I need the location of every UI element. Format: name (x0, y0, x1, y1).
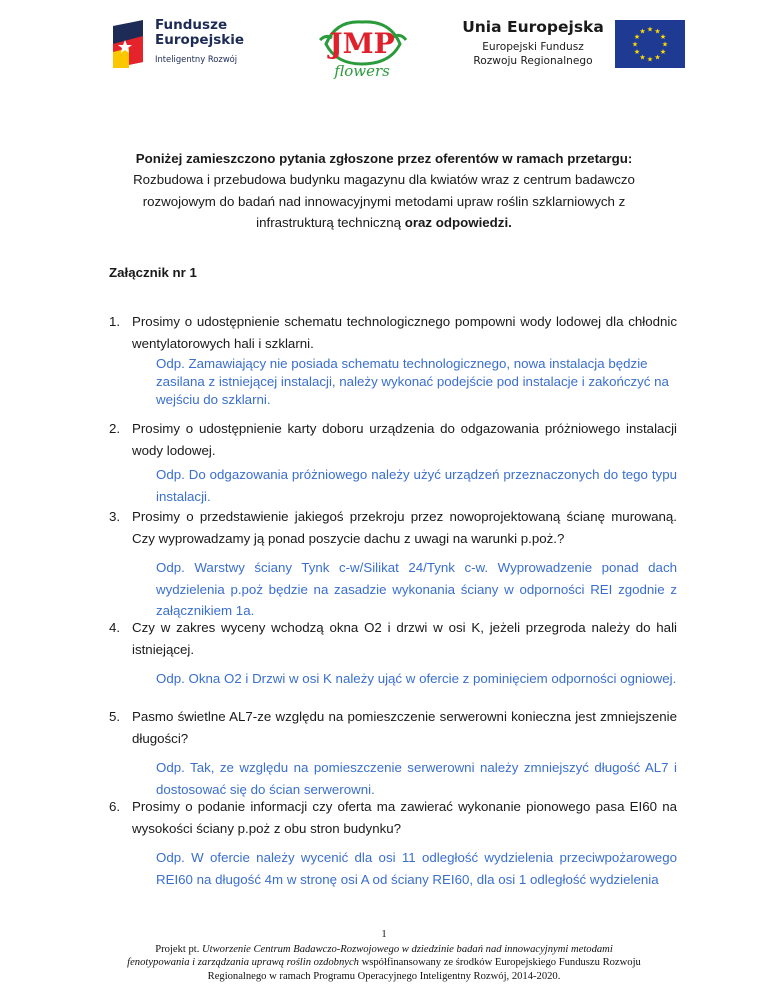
svg-text:flowers: flowers (334, 62, 390, 80)
footer-line1-plain: Projekt pt. (155, 943, 202, 955)
document-title (110, 148, 658, 233)
title-line1: Poniżej zamieszczono pytania zgłoszone przez oferentów w ramach przetargu: (135, 151, 633, 166)
ue-logo-line3: Rozwoju Regionalnego (473, 55, 593, 67)
question-item (109, 506, 677, 622)
answer-text: Odp. W ofercie należy wycenić dla osi 11 odległość wydzielenia przeciwpożarowego REI60 na długość 4m w stronę osi A od ściany REI60, dla osi 1 odległość wydzielenia (156, 850, 677, 887)
question-item (109, 418, 677, 507)
question-number: 4. (109, 620, 121, 635)
question-item (109, 311, 677, 409)
eu-star-icon: ★ (654, 28, 661, 36)
eu-star-icon: ★ (631, 41, 639, 49)
title-line4: infrastrukturą techniczną (256, 214, 405, 230)
eu-star-icon: ★ (639, 54, 646, 62)
question-item (109, 796, 677, 890)
question-item (109, 706, 677, 800)
fe-logo-line3: Inteligentny Rozwój (155, 54, 238, 64)
title-line3: rozwojowym do badań nad innowacyjnymi metodami upraw roślin szklarniowych z (142, 193, 626, 209)
answer-text: Odp. Do odgazowania próżniowego należy użyć urządzeń przeznaczonych do tego typu instalacji. (156, 467, 677, 504)
footer-line2-italic: fenotypowania i zarządzania uprawą roślin ozdobnych (127, 957, 359, 968)
answer-text: Odp. Warstwy ściany Tynk c-w/Silikat 24/Tynk c-w. Wyprowadzenie ponad dach wydzielenia p.poż będzie na zasadzie wykonania ściany w odporności REI zgodnie z załącznikiem 1a. (156, 560, 677, 618)
eu-star-icon: ★ (659, 49, 667, 56)
jmp-logo-icon (312, 18, 412, 80)
question-number: 2. (109, 421, 121, 436)
question-item (109, 617, 677, 690)
eu-star-icon: ★ (646, 26, 654, 34)
eu-star-icon: ★ (654, 54, 661, 62)
jmp-flowers-logo (312, 18, 412, 80)
fe-flag-icon (109, 18, 147, 70)
ue-logo-line2: Europejski Fundusz (482, 41, 584, 53)
eu-star-icon: ★ (633, 34, 641, 41)
question-text: Prosimy o udostępnienie schematu technologicznego pompowni wody lodowej dla chłodnic wentylatorowych hali i szklarni. (132, 314, 677, 351)
answer-text: Odp. Zamawiający nie posiada schematu technologicznego, nowa instalacja będzie zasilana z istniejącej instalacji, należy wykonać podejście pod instalacje i zakończyć na wejściu do szklarni. (156, 356, 669, 407)
question-text: Czy w zakres wyceny wchodzą okna O2 i drzwi w osi K, jeżeli przegroda należy do hali istniejącej. (132, 620, 677, 657)
title-line4-bold: oraz odpowiedzi. (404, 214, 512, 230)
question-text: Prosimy o udostępnienie karty doboru urządzenia do odgazowania próżniowego instalacji wody lodowej. (132, 421, 677, 458)
question-text: Pasmo świetlne AL7-ze względu na pomieszczenie serwerowni konieczna jest zmniejszenie długości? (132, 709, 677, 746)
question-text: Prosimy o przedstawienie jakiegoś przekroju przez nowoprojektowaną ścianę murowaną. Czy wyprowadzamy ją ponad poszycie dachu z uwagi na warunki p.poż.? (132, 509, 677, 546)
eu-star-icon: ★ (639, 28, 646, 36)
fe-logo-line2: Europejskie (155, 32, 245, 48)
page-number: 1 (381, 929, 387, 940)
ue-logo-line1: Unia Europejska (462, 18, 604, 36)
eu-star-icon: ★ (646, 56, 654, 64)
question-number: 1. (109, 314, 121, 329)
unia-europejska-logo (455, 14, 685, 80)
page-footer (70, 928, 698, 983)
attachment-label: Załącznik nr 1 (109, 265, 197, 280)
fe-logo-line1: Fundusze (155, 17, 228, 33)
question-number: 5. (109, 709, 121, 724)
question-text: Prosimy o podanie informacji czy oferta ma zawierać wykonanie pionowego pasa EI60 na wysokości ściany p.poż z obu stron budynku? (132, 799, 677, 836)
fundusze-europejskie-logo (109, 14, 269, 76)
footer-line2-plain: współfinansowany ze środków Europejskiego Funduszu Rozwoju (358, 957, 641, 968)
question-number: 6. (109, 799, 121, 814)
svg-text:JMP: JMP (329, 27, 395, 60)
answer-text: Odp. Tak, ze względu na pomieszczenie serwerowni należy zmniejszyć długość AL7 i dostosować się do ścian serwerowni. (156, 760, 677, 797)
footer-line3: Regionalnego w ramach Programu Operacyjnego Inteligentny Rozwój, 2014-2020. (207, 970, 561, 982)
question-number: 3. (109, 509, 121, 524)
title-line2: Rozbudowa i przebudowa budynku magazynu dla kwiatów wraz z centrum badawczo (133, 172, 635, 188)
footer-line1-italic: Utworzenie Centrum Badawczo-Rozwojowego w dziedzinie badań nad innowacyjnymi metodami (202, 943, 613, 955)
eu-star-icon: ★ (633, 49, 641, 56)
answer-text: Odp. Okna O2 i Drzwi w osi K należy ująć w ofercie z pominięciem odporności ogniowej. (156, 671, 677, 686)
eu-flag-icon (615, 20, 685, 68)
eu-star-icon: ★ (659, 34, 667, 41)
eu-star-icon: ★ (661, 41, 669, 49)
page-header (0, 0, 768, 95)
